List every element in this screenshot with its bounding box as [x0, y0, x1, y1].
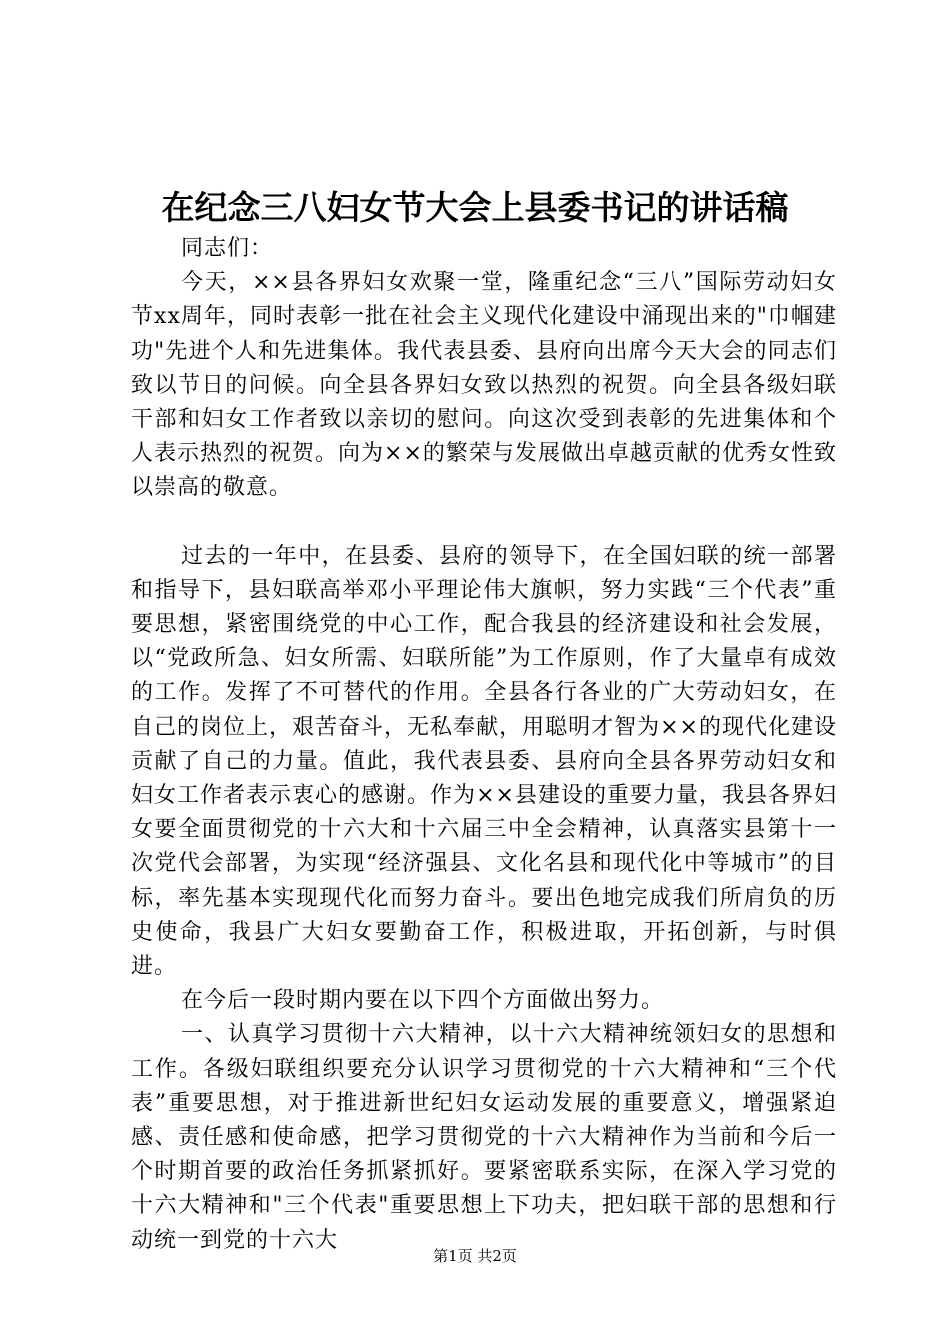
- document-body: [131, 232, 837, 1258]
- salutation: 同志们：: [181, 236, 274, 261]
- paragraph-4: 一、认真学习贯彻十六大精神，以十六大精神统领妇女的思想和工作。各级妇联组织要充分认识学习贯彻党的十六大精神和“三个代表”重要思想，对于推进新世纪妇女运动发展的重要意义，增强紧迫感、责任感和使命感，把学习贯彻党的十六大精神作为当前和今后一个时期首要的政治任务抓紧抓好。要紧密联系实际，在深入学习党的十六大精神和"三个代表"重要思想上下功夫，把妇联干部的思想和行动统一到党的十六大: [131, 1022, 837, 1253]
- document-title: 在纪念三八妇女节大会上县委书记的讲话稿: [161, 188, 789, 227]
- page-footer: 第1页 共2页: [433, 1247, 517, 1265]
- paragraph-3: 在今后一段时期内要在以下四个方面做出努力。: [181, 988, 665, 1014]
- paragraph-2: 过去的一年中，在县委、县府的领导下，在全国妇联的统一部署和指导下，县妇联高举邓小平理论伟大旗帜，努力实践“三个代表”重要思想，紧密围绕党的中心工作，配合我县的经济建设和社会发展，以“党政所急、妇女所需、妇联所能”为工作原则，作了大量卓有成效的工作。发挥了不可替代的作用。全县各行各业的广大劳动妇女，在自己的岗位上，艰苦奋斗，无私奉献，用聪明才智为××的现代化建设贡献了自己的力量。值此，我代表县委、县府向全县各界劳动妇女和妇女工作者表示衷心的感谢。作为××县建设的重要力量，我县各界妇女要全面贯彻党的十六大和十六届三中全会精神，认真落实县第十一次党代会部署，为实现“经济强县、文化名县和现代化中等城市”的目标，率先基本实现现代化而努力奋斗。要出色地完成我们所肩负的历史使命，我县广大妇女要勤奋工作，积极进取，开拓创新，与时俱进。: [131, 543, 837, 980]
- paragraph-1: 今天，××县各界妇女欢聚一堂，隆重纪念“三八”国际劳动妇女节xx周年，同时表彰一批在社会主义现代化建设中涌现出来的"巾帼建功"先进个人和先进集体。我代表县委、县府向出席今天大会的同志们致以节日的问候。向全县各界妇女致以热烈的祝贺。向全县各级妇联干部和妇女工作者致以亲切的慰问。向这次受到表彰的先进集体和个人表示热烈的祝贺。向为××的繁荣与发展做出卓越贡献的优秀女性致以崇高的敬意。: [131, 270, 837, 501]
